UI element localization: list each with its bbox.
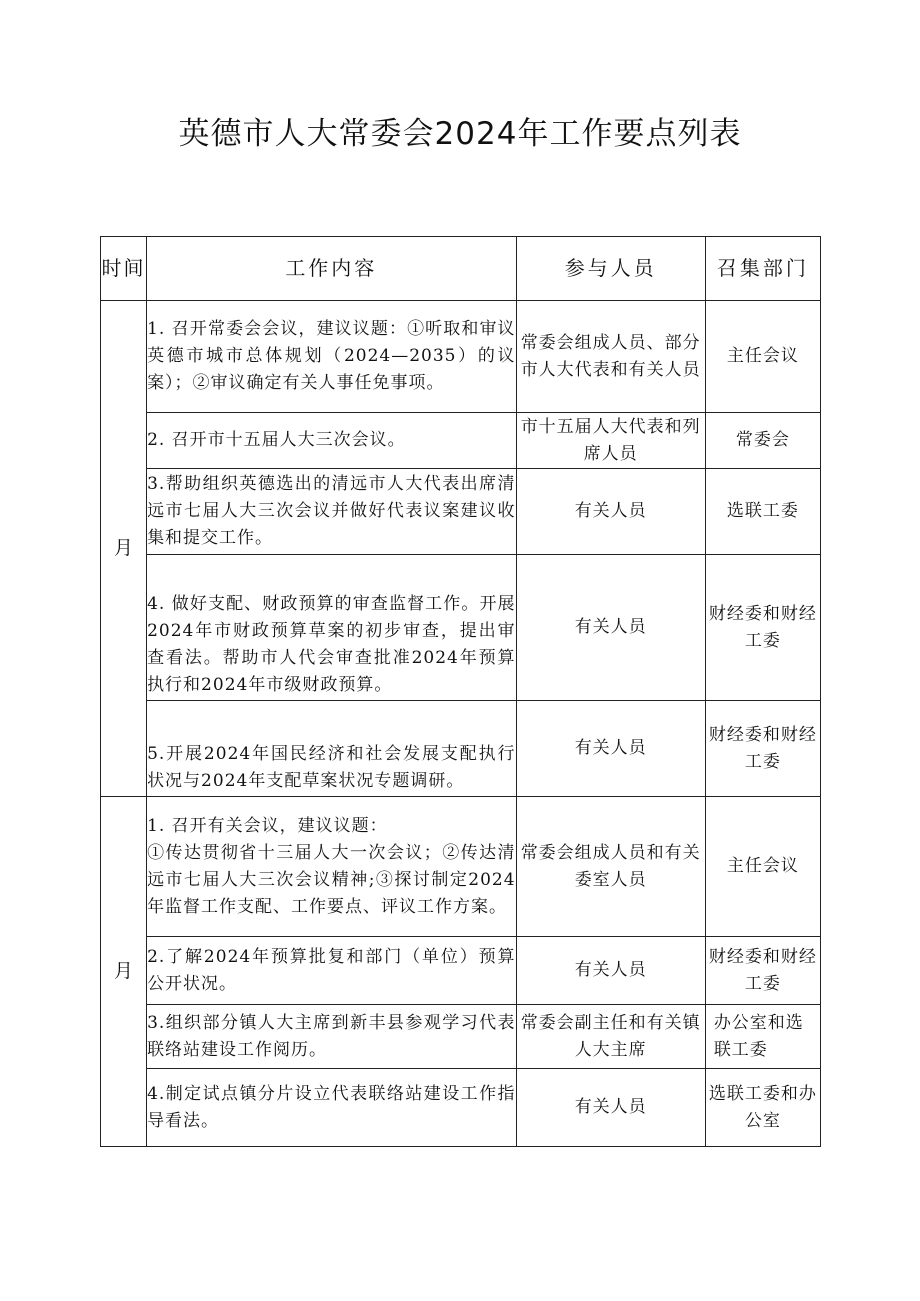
- dept-cell: 财经委和财经工委: [705, 937, 820, 1005]
- table-row: [101, 701, 821, 797]
- header-time: 时间: [101, 237, 147, 301]
- table-row: [101, 301, 821, 413]
- people-cell: 有关人员: [516, 1069, 705, 1147]
- dept-cell: 办公室和选联工委: [705, 1005, 820, 1069]
- table-header-row: [101, 237, 821, 301]
- table-row: [101, 797, 821, 937]
- dept-cell: 财经委和财经工委: [705, 555, 820, 701]
- people-cell: 市十五届人大代表和列席人员: [516, 413, 705, 469]
- dept-cell: 常委会: [705, 413, 820, 469]
- header-people: 参与人员: [516, 237, 705, 301]
- month-cell: 月: [101, 797, 147, 1147]
- page-title: 英德市人大常委会2024年工作要点列表: [178, 116, 742, 152]
- work-plan-table: [100, 236, 821, 1147]
- dept-cell: 主任会议: [705, 301, 820, 413]
- content-cell: 2. 召开市十五届人大三次会议。: [147, 413, 517, 469]
- content-cell: 4. 做好支配、财政预算的审查监督工作。开展2024年市财政预算草案的初步审查，提出审查看法。帮助市人代会审查批准2024年预算执行和2024年市级财政预算。: [147, 555, 517, 701]
- dept-cell: 选联工委和办公室: [705, 1069, 820, 1147]
- dept-cell: 选联工委: [705, 469, 820, 555]
- table-row: [101, 1069, 821, 1147]
- people-cell: 有关人员: [516, 555, 705, 701]
- content-cell: 3.组织部分镇人大主席到新丰县参观学习代表联络站建设工作阅历。: [147, 1005, 517, 1069]
- table-row: [101, 413, 821, 469]
- content-cell: 5.开展2024年国民经济和社会发展支配执行状况与2024年支配草案状况专题调研。: [147, 701, 517, 797]
- table-row: [101, 937, 821, 1005]
- content-cell: 2.了解2024年预算批复和部门（单位）预算公开状况。: [147, 937, 517, 1005]
- table-row: [101, 1005, 821, 1069]
- people-cell: 有关人员: [516, 469, 705, 555]
- month-cell: 月: [101, 301, 147, 797]
- table-row: [101, 555, 821, 701]
- content-cell: 1. 召开有关会议，建议议题： ①传达贯彻省十三届人大一次会议；②传达清远市七届人大三次会议精神;③探讨制定2024年监督工作支配、工作要点、评议工作方案。: [147, 797, 517, 937]
- header-content: 工作内容: [147, 237, 517, 301]
- content-cell: 4.制定试点镇分片设立代表联络站建设工作指导看法。: [147, 1069, 517, 1147]
- content-cell: 1. 召开常委会会议，建议议题：①听取和审议英德市城市总体规划（2024—2035）的议案）；②审议确定有关人事任免事项。: [147, 301, 517, 413]
- people-cell: 常委会副主任和有关镇人大主席: [516, 1005, 705, 1069]
- people-cell: 有关人员: [516, 937, 705, 1005]
- content-cell: 3.帮助组织英德选出的清远市人大代表出席清远市七届人大三次会议并做好代表议案建议收集和提交工作。: [147, 469, 517, 555]
- people-cell: 常委会组成人员和有关委室人员: [516, 797, 705, 937]
- people-cell: 常委会组成人员、部分市人大代表和有关人员: [516, 301, 705, 413]
- dept-cell: 主任会议: [705, 797, 820, 937]
- dept-cell: 财经委和财经工委: [705, 701, 820, 797]
- people-cell: 有关人员: [516, 701, 705, 797]
- table-row: [101, 469, 821, 555]
- header-dept: 召集部门: [705, 237, 820, 301]
